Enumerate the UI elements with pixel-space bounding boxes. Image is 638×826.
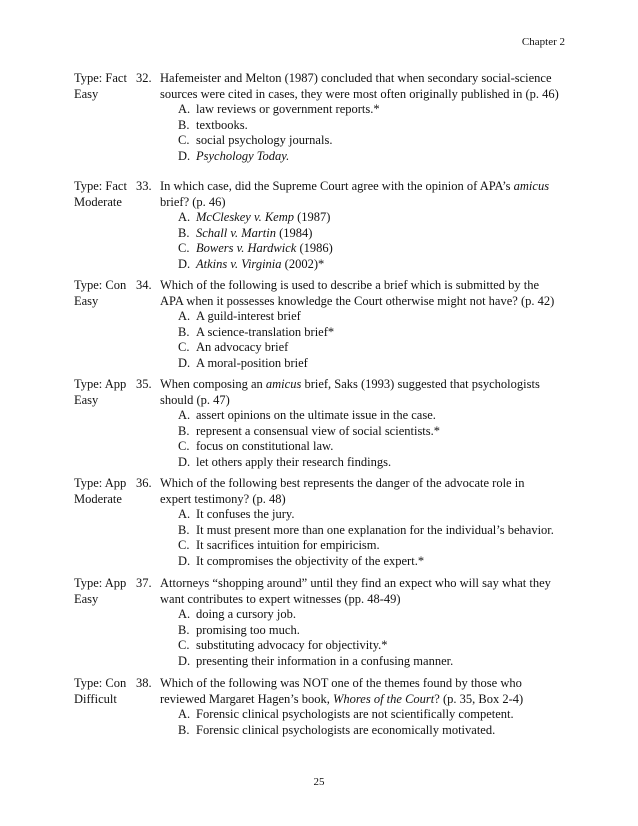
question-type: [74, 377, 138, 408]
question-number: 34.: [136, 278, 152, 292]
difficulty-label: Easy: [74, 293, 99, 308]
option-c: C. It sacrifices intuition for empiricism.: [178, 538, 380, 552]
question-number: 37.: [136, 576, 152, 590]
type-label: Type: Con: [74, 676, 127, 690]
question-stem: Attorneys “shopping around” until they find an expect who will say what they: [160, 576, 551, 590]
question-number: 32.: [136, 71, 152, 85]
type-label: Type: App: [74, 377, 127, 391]
question-33: Type: Fact Moderate 33. In which case, did the Supreme Court agree with the opinion of APA’s amicus brief? (p. 46) A. McCleskey v. Kemp (1987) B. Schall v. Martin (1984) C. Bowers v. Hardwick (1986) D. Atkins v. Virginia (2002)*: [74, 179, 588, 272]
option-a: A. McCleskey v. Kemp (1987): [178, 210, 331, 224]
option-d: D. It compromises the objectivity of the expert.*: [178, 553, 425, 568]
options-list: [178, 507, 588, 569]
question-number: 36.: [136, 476, 152, 490]
type-label: Type: Fact: [74, 179, 127, 193]
question-stem: Which of the following is used to describe a brief which is submitted by the: [160, 278, 540, 292]
option-b: B. Forensic clinical psychologists are economically motivated.: [178, 722, 496, 737]
options-list: [178, 607, 588, 669]
option-a: A. doing a cursory job.: [178, 607, 296, 621]
options-list: [178, 210, 588, 272]
options-list: [178, 102, 588, 164]
question-stem: Which of the following best represents the danger of the advocate role in: [160, 476, 525, 490]
question-type: [74, 576, 138, 607]
options-list: [178, 408, 588, 470]
question-35: Type: App Easy 35. When composing an amicus brief, Saks (1993) suggested that psychologists should (p. 47) A. assert opinions on the ultimate issue in the case. B. represent a consensual view of social scientists.* C. focus on constitutional law. D. let others apply their research findings.: [74, 377, 588, 470]
option-d: D. A moral-position brief: [178, 355, 308, 370]
option-a: A. It confuses the jury.: [178, 507, 295, 521]
option-c: C. Bowers v. Hardwick (1986): [178, 241, 333, 255]
question-stem: In which case, did the Supreme Court agree with the opinion of APA’s amicus: [160, 179, 550, 193]
difficulty-label: Difficult: [74, 691, 117, 706]
question-38: Type: Con Difficult 38. Which of the following was NOT one of the themes found by those who reviewed Margaret Hagen’s book, Whores of the Court? (p. 35, Box 2-4) A. Forensic clinical psychologists are not scientifically competent. B. Forensic clinical psychologists are economically motivated.: [74, 676, 588, 738]
chapter-header: Chapter 2: [521, 36, 565, 48]
option-d: D. presenting their information in a confusing manner.: [178, 653, 454, 668]
difficulty-label: Moderate: [74, 491, 122, 506]
type-label: Type: Con: [74, 278, 127, 292]
option-a: A. Forensic clinical psychologists are not scientifically competent.: [178, 707, 514, 721]
difficulty-label: Easy: [74, 86, 99, 101]
question-stem: Which of the following was NOT one of the themes found by those who: [160, 676, 522, 690]
question-type: [74, 476, 138, 507]
options-list: [178, 707, 588, 738]
option-a: A. assert opinions on the ultimate issue in the case.: [178, 408, 436, 422]
option-a: A. law reviews or government reports.*: [178, 102, 380, 116]
option-c: C. focus on constitutional law.: [178, 439, 334, 453]
options-list: [178, 309, 588, 371]
difficulty-label: Easy: [74, 392, 99, 407]
page-number: 25: [313, 776, 325, 788]
question-number: 35.: [136, 377, 152, 391]
question-number: 33.: [136, 179, 152, 193]
question-stem: When composing an amicus brief, Saks (1993) suggested that psychologists: [160, 377, 540, 391]
option-b: B. promising too much.: [178, 622, 300, 637]
question-37: Type: App Easy 37. Attorneys “shopping around” until they find an expect who will say what they want contributes to expert witnesses (pp. 48-49) A. doing a cursory job. B. promising too much. C. substituting advocacy for objectivity.* D. presenting their information in a confusing manner.: [74, 576, 588, 669]
difficulty-label: Moderate: [74, 194, 122, 209]
question-type: [74, 676, 138, 707]
question-type: [74, 278, 138, 309]
option-b: B. A science-translation brief*: [178, 324, 335, 339]
option-c: C. An advocacy brief: [178, 340, 289, 354]
type-label: Type: App: [74, 476, 127, 490]
type-label: Type: Fact: [74, 71, 127, 85]
question-type: [74, 179, 138, 210]
difficulty-label: Easy: [74, 591, 99, 606]
option-c: C. social psychology journals.: [178, 133, 333, 147]
option-b: B. Schall v. Martin (1984): [178, 225, 313, 240]
option-d: D. Atkins v. Virginia (2002)*: [178, 256, 325, 271]
option-b: B. textbooks.: [178, 117, 248, 132]
option-a: A. A guild-interest brief: [178, 309, 301, 323]
question-type: [74, 71, 138, 102]
question-34: Type: Con Easy 34. Which of the following is used to describe a brief which is submitted by the APA when it possesses knowledge the Court otherwise might not have? (p. 42) A. A guild-interest brief B. A science-translation brief* C. An advocacy brief D. A moral-position brief: [74, 278, 588, 371]
question-number: 38.: [136, 676, 152, 690]
option-b: B. represent a consensual view of social scientists.*: [178, 423, 441, 438]
option-b: B. It must present more than one explanation for the individual’s behavior.: [178, 522, 554, 537]
type-label: Type: App: [74, 576, 127, 590]
question-32: Type: Fact Easy 32. Hafemeister and Melton (1987) concluded that when secondary social-science sources were cited in cases, they were most often originally published in (p. 46) A. law reviews or government reports.* B. textbooks. C. social psychology journals. D. Psychology Today.: [74, 71, 588, 164]
question-stem: Hafemeister and Melton (1987) concluded that when secondary social-science: [160, 71, 552, 85]
question-36: Type: App Moderate 36. Which of the following best represents the danger of the advocate role in expert testimony? (p. 48) A. It confuses the jury. B. It must present more than one explanation for the individual’s behavior. C. It sacrifices intuition for empiricism. D. It compromises the objectivity of the expert.*: [74, 476, 588, 569]
option-c: C. substituting advocacy for objectivity.*: [178, 638, 388, 652]
option-d: D. let others apply their research findings.: [178, 454, 392, 469]
option-d: D. Psychology Today.: [178, 148, 290, 163]
